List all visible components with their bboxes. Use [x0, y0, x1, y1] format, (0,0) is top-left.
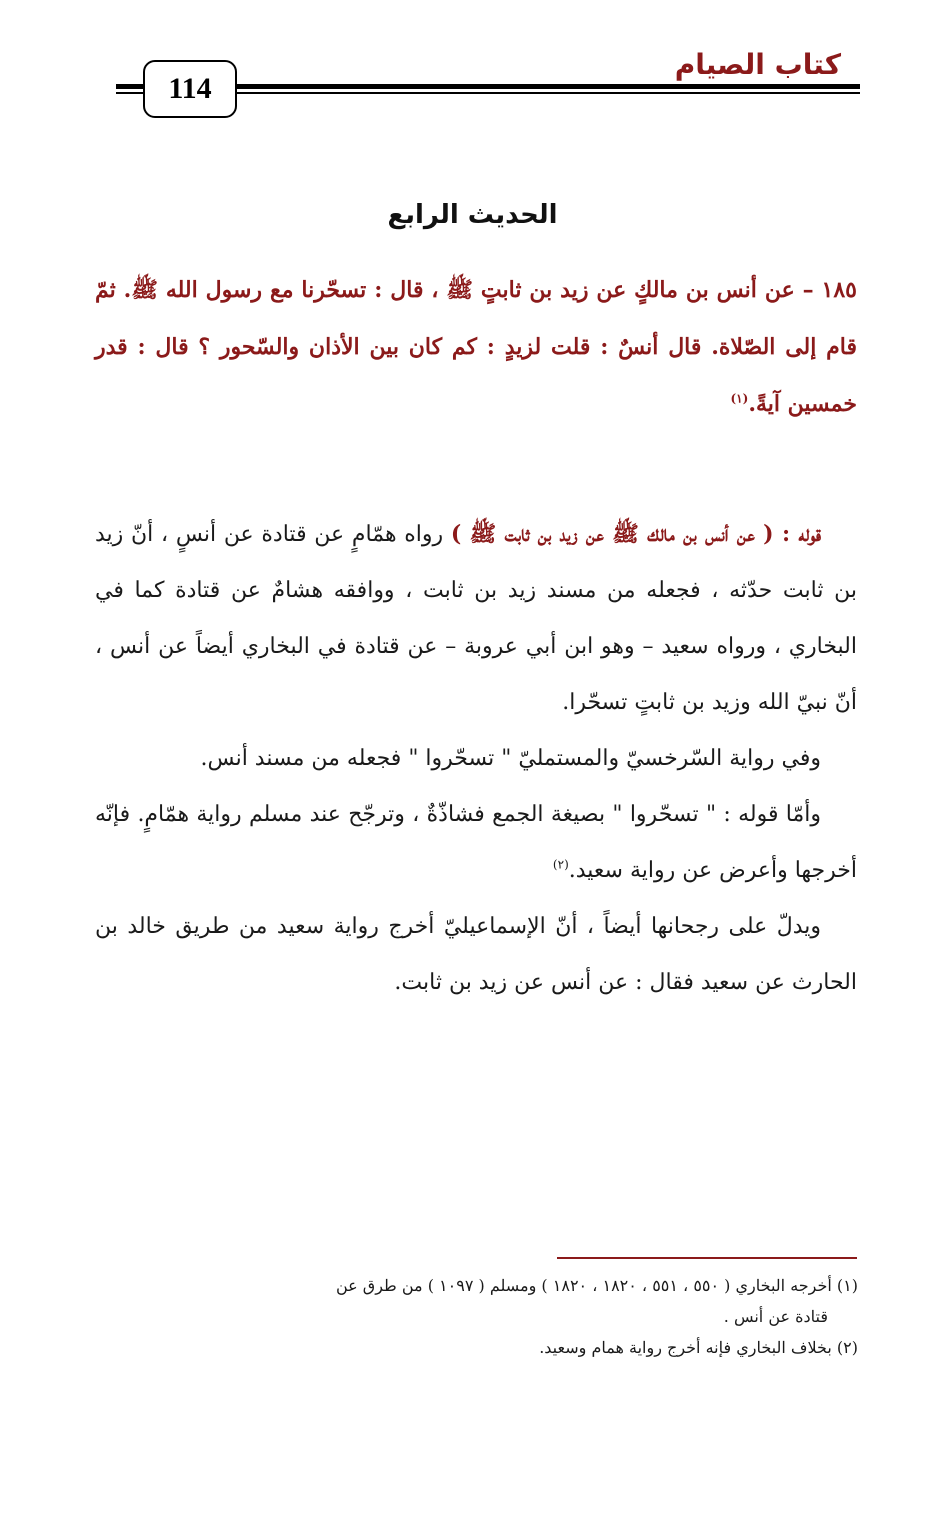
commentary-p1-text: رواه همّامٍ عن قتادة عن أنسٍ ، أنّ زيد بن ثابت حدّثه ، فجعله من مسند زيد بن ثابت ، ووافقه هشامٌ عن قتادة كما في البخاري ، ورواه سعيد – وهو ابن أبي عروبة – عن قتادة في البخاري أيضاً عن أنس ، أنّ نبيّ الله وزيد بن ثابتٍ تسحّرا.: [95, 522, 857, 715]
book-title: كتاب الصيام: [671, 48, 845, 81]
commentary-paragraph-1: [95, 506, 857, 731]
footnote-ref-1[interactable]: (١): [730, 391, 749, 406]
commentary-paragraph-2: وفي رواية السّرخسيّ والمستمليّ " تسحّروا " فجعله من مسند أنس.: [200, 746, 821, 771]
footnote-separator: [557, 1257, 857, 1259]
page-header: [0, 0, 945, 140]
commentary-paragraph-4: ويدلّ على رجحانها أيضاً ، أنّ الإسماعيليّ أخرج رواية سعيد من طريق خالد بن الحارث عن سعيد فقال : عن أنس عن زيد بن ثابت.: [95, 914, 857, 995]
commentary-paragraph-3: [95, 787, 857, 899]
hadith-body: ١٨٥ – عن أنس بن مالكٍ عن زيد بن ثابتٍ ﷺ ، قال : تسحّرنا مع رسول الله ﷺ. ثمّ قام إلى الصّلاة. قال أنسٌ : قلت لزيدٍ : كم كان بين الأذان والسّحور ؟ قال : قدر خمسين آيةً.: [95, 277, 857, 417]
commentary-p3-text: وأمّا قوله : " تسحّروا " بصيغة الجمع فشاذّةٌ ، وترجّح عند مسلم رواية همّامٍ. فإنّه أخرجها وأعرض عن رواية سعيد.: [95, 802, 857, 883]
footnote-2: (٢) بخلاف البخاري فإنه أخرج رواية همام وسعيد.: [539, 1338, 858, 1357]
commentary: [95, 506, 857, 1011]
page-number: 114: [143, 60, 237, 118]
footnotes: [110, 1270, 858, 1363]
commentary-quote: قوله : ( عن أنس بن مالك ﷺ عن زيد بن ثابت ﷺ ): [450, 521, 821, 547]
footnote-ref-2[interactable]: (٢): [552, 857, 569, 872]
footnote-1: (١) أخرجه البخاري ( ٥٥٠ ، ٥٥١ ، ١٨٢٠ ، ١٨٢٠ ) ومسلم ( ١٠٩٧ ) من طرق عن: [335, 1276, 858, 1295]
hadith-text: [95, 262, 857, 433]
footnote-1-continuation: قتادة عن أنس .: [723, 1307, 828, 1326]
section-heading: الحديث الرابع: [387, 200, 558, 230]
